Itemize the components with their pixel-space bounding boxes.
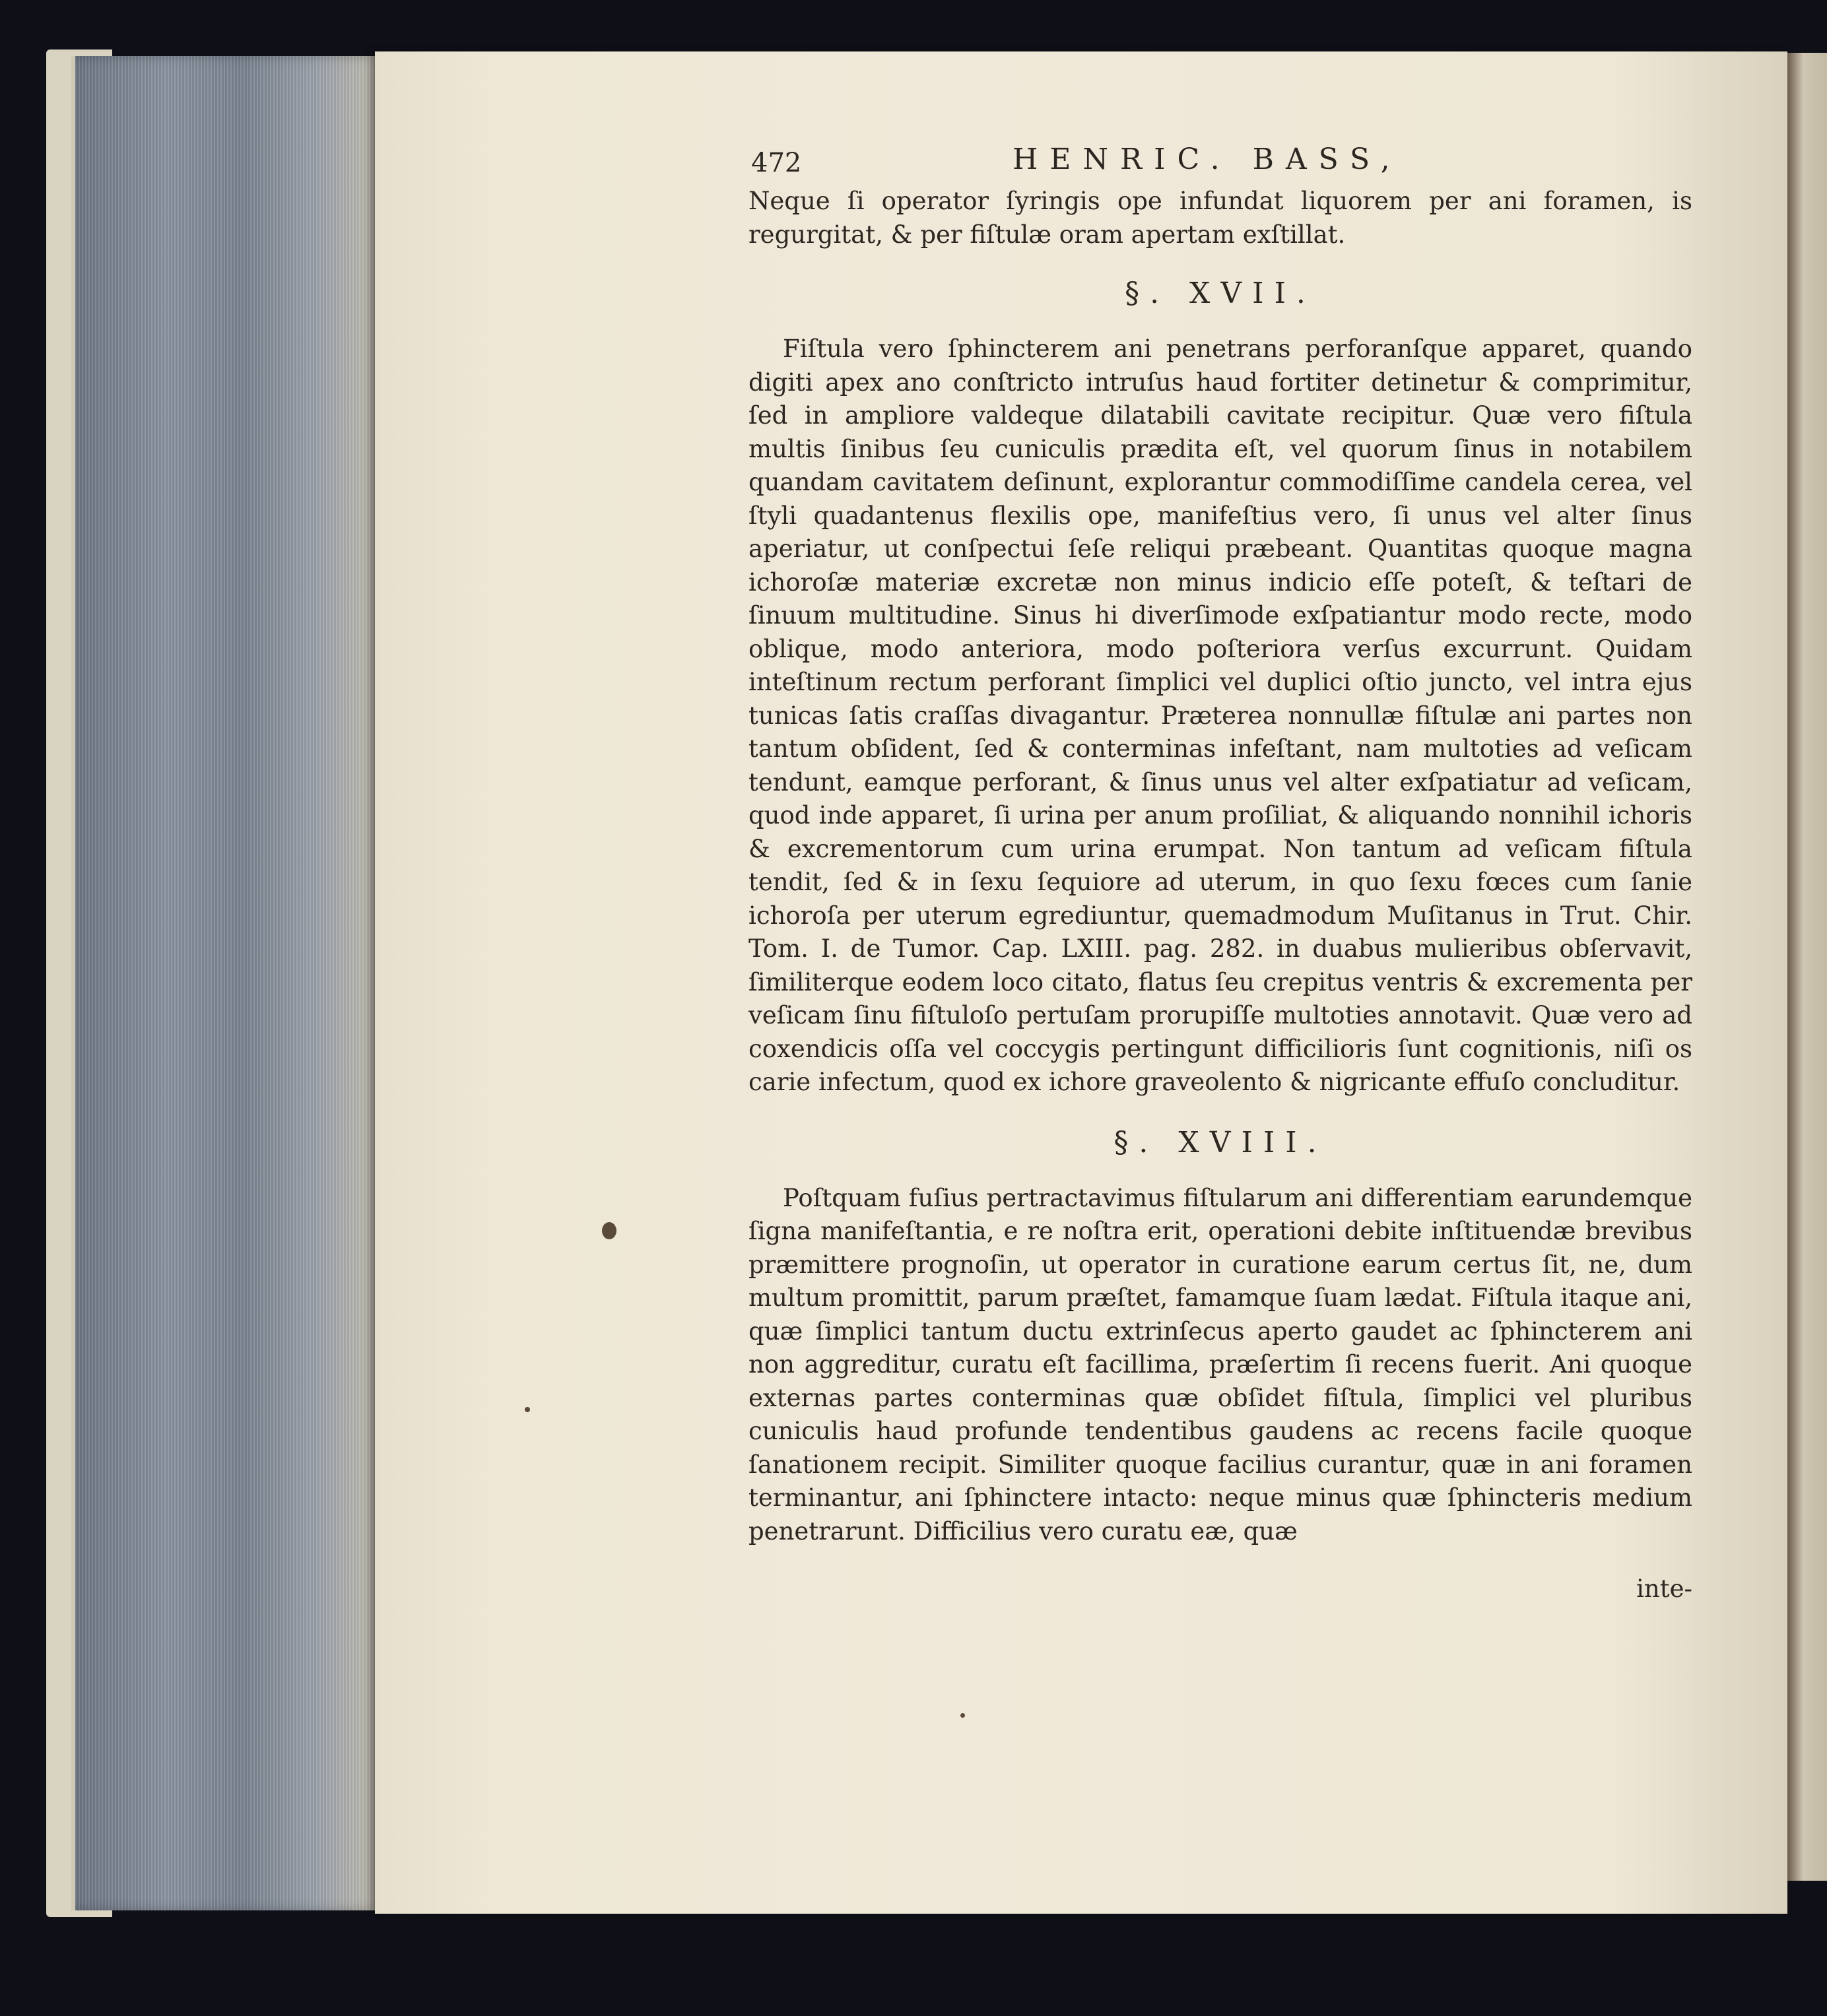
page-number: 472: [751, 148, 802, 178]
paragraph-section-xvii: Fiſtula vero ſphincterem ani penetrans perforanſque apparet, quando digiti apex ano conſtricto intruſus haud fortiter detinetur & comprimitur, ſed in ampliore valdeque dilatabili cavitate recipitur. Quæ vero fiſtula multis ſinibus ſeu cuniculis prædita eſt, vel quorum ſinus in notabilem quandam cavitatem deſinunt, explorantur commodiſſime candela cerea, vel ſtyli quadantenus flexilis ope, manifeſtius vero, ſi unus vel alter ſinus aperiatur, ut conſpectui ſeſe reliqui præbeant. Quantitas quoque magna ichoroſæ materiæ excretæ non minus indicio eſſe poteſt, & teſtari de ſinuum multitudine. Sinus hi diverſimode exſpatiantur modo recte, modo oblique, modo anteriora, modo poſteriora verſus excurrunt. Quidam inteſtinum rectum perforant ſimplici vel duplici oſtio juncto, vel intra ejus tunicas ſatis craſſas divagantur. Præterea nonnullæ fiſtulæ ani partes non tantum obſident, ſed & conterminas infeſtant, nam multoties ad veſicam tendunt, eamque perforant, & ſinus unus vel alter exſpatiatur ad veſicam, quod inde apparet, ſi urina per anum proſiliat, & aliquando nonnihil ichoris & excrementorum cum urina erumpat. Non tantum ad veſicam fiſtula tendit, ſed & in ſexu ſequiore ad uterum, in quo ſexu fœces cum ſanie ichoroſa per uterum egrediuntur, quemadmodum Muſitanus in Trut. Chir. Tom. I. de Tumor. Cap. LXIII. pag. 282. in duabus mulieribus obſervavit, ſimiliterque eodem loco citato, flatus ſeu crepitus ventris & excrementa per veſicam ſinu fiſtuloſo pertuſam prorupiſſe multoties annotavit. Quæ vero ad coxendicis oſſa vel coccygis pertingunt difficilioris ſunt cognitionis, niſi os carie infectum, quod ex ichore graveolento & nigricante effuſo concluditur.: [748, 335, 1692, 1096]
running-head: [748, 139, 1692, 185]
catchword: inte-: [1636, 1575, 1692, 1603]
paragraph-continued: Neque ſi operator ſyringis ope infundat liquorem per ani foramen, is regurgitat, & per fiſtulæ oram apertam exſtillat.: [748, 187, 1692, 249]
running-title: HENRIC. BASS,: [1013, 143, 1402, 176]
section-heading-xviii: §. XVIII.: [1113, 1125, 1327, 1159]
paragraph-section-xviii: Poſtquam fuſius pertractavimus fiſtularum ani differentiam earundemque ſigna manifeſtantia, e re noſtra erit, operationi debite inſtituendæ brevibus præmittere prognoſin, ut operator in curatione earum certus ſit, ne, dum multum promittit, parum præſtet, famamque ſuam lædat. Fiſtula itaque ani, quæ ſimplici tantum ductu extrinſecus aperto gaudet ac ſphincterem ani non aggreditur, curatu eſt facillima, præſertim ſi recens fuerit. Ani quoque externas partes conterminas quæ obſidet fiſtula, ſimplici vel pluribus cuniculis haud profunde tendentibus gaudens ac recens facile quoque ſanationem recipit. Similiter quoque facilius curantur, quæ in ani foramen terminantur, ani ſphinctere intacto: neque minus quæ ſphincteris medium penetrarunt. Difficilius vero curatu eæ, quæ: [748, 1183, 1692, 1545]
ink-speck: [602, 1222, 616, 1239]
page-stack-edge: [71, 56, 379, 1910]
ink-speck: [525, 1407, 530, 1412]
next-page-edge: [1787, 53, 1827, 1881]
page-text: [748, 139, 1692, 1630]
ink-speck: [960, 1713, 965, 1718]
section-heading-xvii: §. XVII.: [1125, 276, 1316, 310]
